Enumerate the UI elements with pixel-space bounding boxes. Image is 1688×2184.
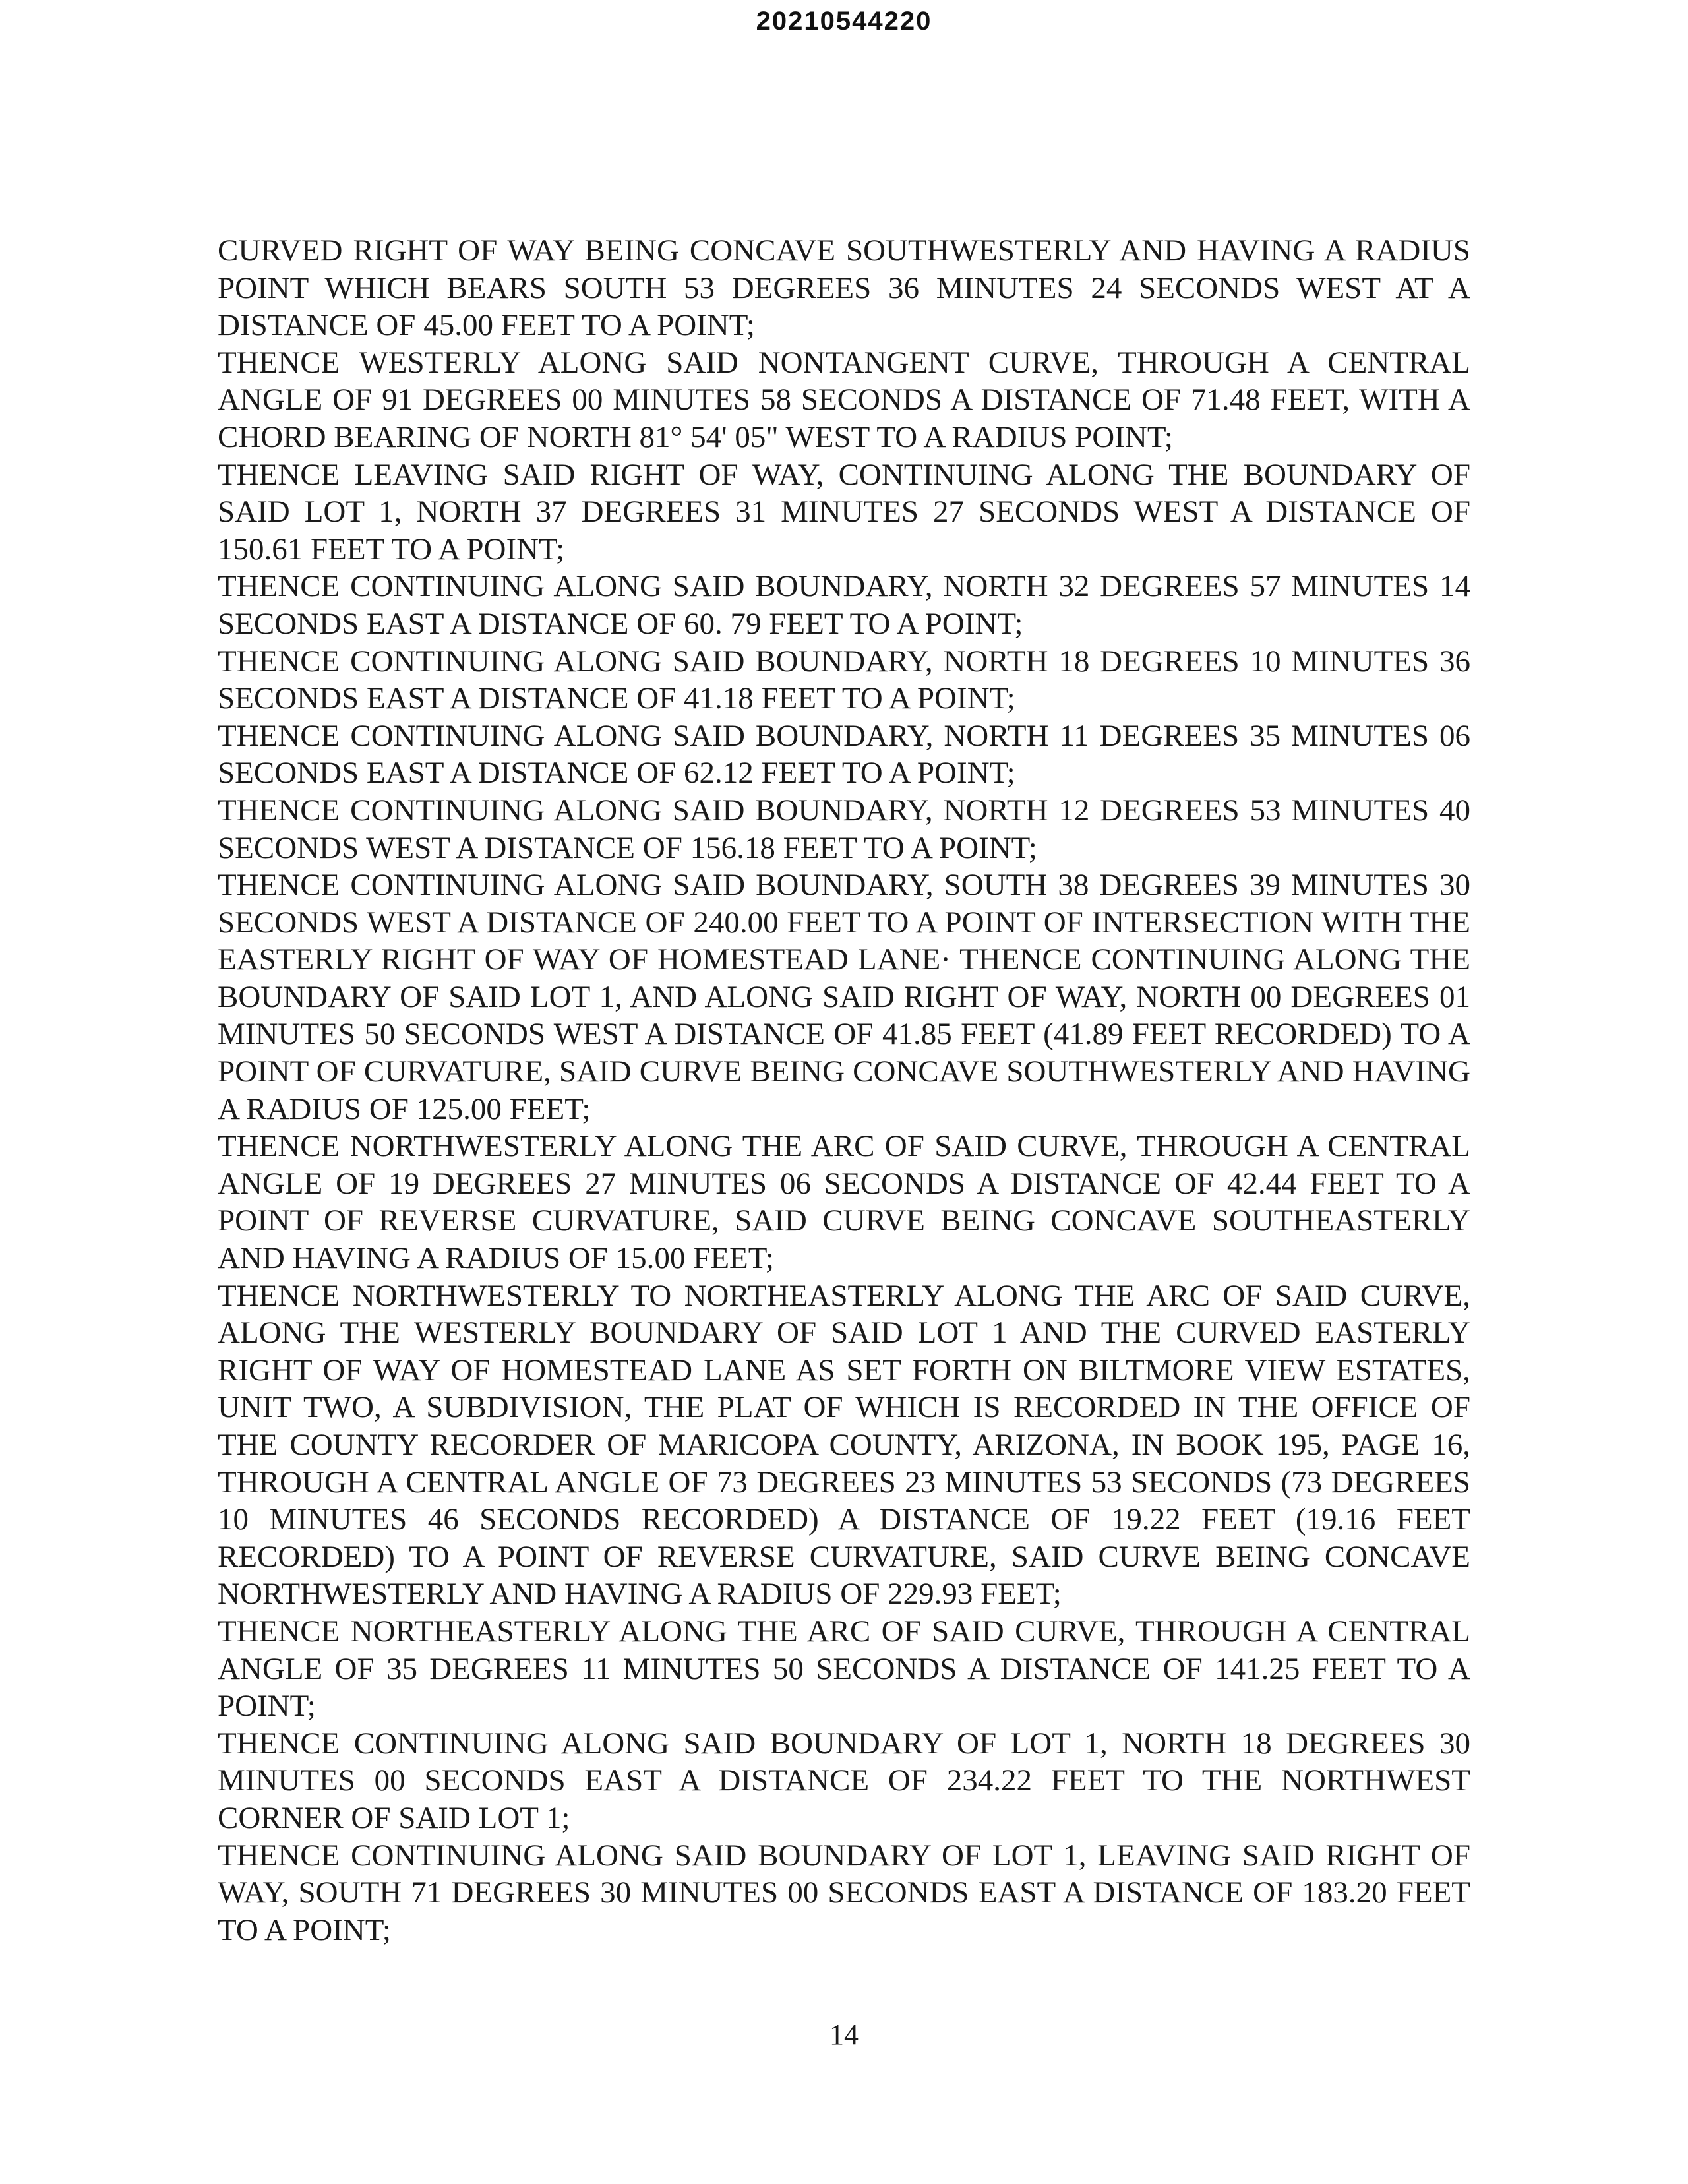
legal-paragraph: THENCE CONTINUING ALONG SAID BOUNDARY, SOUTH 38 DEGREES 39 MINUTES 30 SECONDS WEST A DISTANCE OF 240.00 FEET TO A POINT OF INTERSECTION WITH THE EASTERLY RIGHT OF WAY OF HOMESTEAD LANE· THENCE CONTINUING ALONG THE BOUNDARY OF SAID LOT 1, AND ALONG SAID RIGHT OF WAY, NORTH 00 DEGREES 01 MINUTES 50 SECONDS WEST A DISTANCE OF 41.85 FEET (41.89 FEET RECORDED) TO A POINT OF CURVATURE, SAID CURVE BEING CONCAVE SOUTHWESTERLY AND HAVING A RADIUS OF 125.00 FEET; (218, 868, 1470, 1126)
legal-paragraph: THENCE NORTHEASTERLY ALONG THE ARC OF SAID CURVE, THROUGH A CENTRAL ANGLE OF 35 DEGREES 11 MINUTES 50 SECONDS A DISTANCE OF 141.25 FEET TO A POINT; (218, 1614, 1470, 1724)
legal-paragraph: THENCE WESTERLY ALONG SAID NONTANGENT CURVE, THROUGH A CENTRAL ANGLE OF 91 DEGREES 00 MINUTES 58 SECONDS A DISTANCE OF 71.48 FEET, WITH A CHORD BEARING OF NORTH 81° 54' 05" WEST TO A RADIUS POINT; (218, 345, 1470, 454)
legal-description (218, 232, 1470, 1949)
legal-paragraph: THENCE CONTINUING ALONG SAID BOUNDARY, NORTH 18 DEGREES 10 MINUTES 36 SECONDS EAST A DISTANCE OF 41.18 FEET TO A POINT; (218, 644, 1470, 716)
legal-paragraph: THENCE NORTHWESTERLY TO NORTHEASTERLY ALONG THE ARC OF SAID CURVE, ALONG THE WESTERLY BOUNDARY OF SAID LOT 1 AND THE CURVED EASTERLY RIGHT OF WAY OF HOMESTEAD LANE AS SET FORTH ON BILTMORE VIEW ESTATES, UNIT TWO, A SUBDIVISION, THE PLAT OF WHICH IS RECORDED IN THE OFFICE OF THE COUNTY RECORDER OF MARICOPA COUNTY, ARIZONA, IN BOOK 195, PAGE 16, THROUGH A CENTRAL ANGLE OF 73 DEGREES 23 MINUTES 53 SECONDS (73 DEGREES 10 MINUTES 46 SECONDS RECORDED) A DISTANCE OF 19.22 FEET (19.16 FEET RECORDED) TO A POINT OF REVERSE CURVATURE, SAID CURVE BEING CONCAVE NORTHWESTERLY AND HAVING A RADIUS OF 229.93 FEET; (218, 1278, 1470, 1612)
legal-paragraph: THENCE CONTINUING ALONG SAID BOUNDARY OF LOT 1, NORTH 18 DEGREES 30 MINUTES 00 SECONDS EAST A DISTANCE OF 234.22 FEET TO THE NORTHWEST CORNER OF SAID LOT 1; (218, 1726, 1470, 1835)
legal-paragraph: THENCE CONTINUING ALONG SAID BOUNDARY OF LOT 1, LEAVING SAID RIGHT OF WAY, SOUTH 71 DEGREES 30 MINUTES 00 SECONDS EAST A DISTANCE OF 183.20 FEET TO A POINT; (218, 1838, 1470, 1947)
legal-paragraph: THENCE CONTINUING ALONG SAID BOUNDARY, NORTH 32 DEGREES 57 MINUTES 14 SECONDS EAST A DISTANCE OF 60. 79 FEET TO A POINT; (218, 569, 1470, 641)
legal-paragraph: CURVED RIGHT OF WAY BEING CONCAVE SOUTHWESTERLY AND HAVING A RADIUS POINT WHICH BEARS SOUTH 53 DEGREES 36 MINUTES 24 SECONDS WEST AT A DISTANCE OF 45.00 FEET TO A POINT; (218, 233, 1470, 343)
legal-paragraph: THENCE NORTHWESTERLY ALONG THE ARC OF SAID CURVE, THROUGH A CENTRAL ANGLE OF 19 DEGREES 27 MINUTES 06 SECONDS A DISTANCE OF 42.44 FEET TO A POINT OF REVERSE CURVATURE, SAID CURVE BEING CONCAVE SOUTHEASTERLY AND HAVING A RADIUS OF 15.00 FEET; (218, 1129, 1470, 1276)
legal-paragraph: THENCE LEAVING SAID RIGHT OF WAY, CONTINUING ALONG THE BOUNDARY OF SAID LOT 1, NORTH 37 DEGREES 31 MINUTES 27 SECONDS WEST A DISTANCE OF 150.61 FEET TO A POINT; (218, 457, 1470, 566)
page-number: 14 (829, 2018, 859, 2051)
legal-paragraph: THENCE CONTINUING ALONG SAID BOUNDARY, NORTH 12 DEGREES 53 MINUTES 40 SECONDS WEST A DISTANCE OF 156.18 FEET TO A POINT; (218, 793, 1470, 865)
legal-paragraph: THENCE CONTINUING ALONG SAID BOUNDARY, NORTH 11 DEGREES 35 MINUTES 06 SECONDS EAST A DISTANCE OF 62.12 FEET TO A POINT; (218, 718, 1470, 791)
recording-number: 20210544220 (756, 7, 932, 36)
